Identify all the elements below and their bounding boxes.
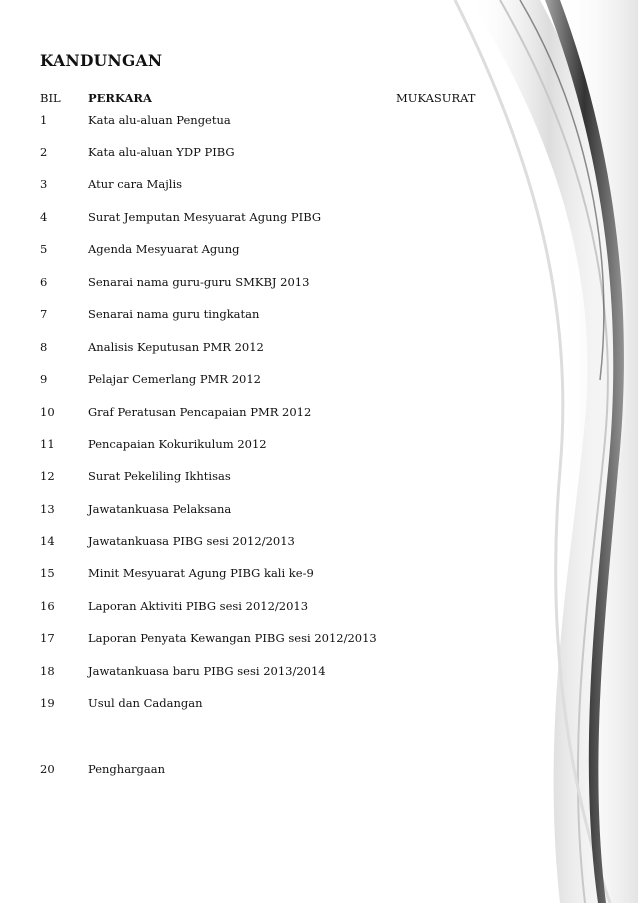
table-row	[0, 210, 638, 226]
row-item: Senarai nama guru tingkatan	[88, 307, 260, 321]
row-number: 10	[40, 405, 55, 419]
row-item: Minit Mesyuarat Agung PIBG kali ke-9	[88, 566, 314, 580]
table-row	[0, 631, 638, 647]
table-row	[0, 340, 638, 356]
row-number: 4	[40, 210, 48, 224]
table-row	[0, 664, 638, 680]
table-row	[0, 113, 638, 129]
table-row	[0, 145, 638, 161]
row-number: 7	[40, 307, 48, 321]
row-item: Surat Jemputan Mesyuarat Agung PIBG	[88, 210, 322, 224]
row-number: 13	[40, 502, 55, 516]
header-perkara: PERKARA	[88, 91, 152, 105]
row-number: 2	[40, 145, 48, 159]
header-mukasurat: MUKASURAT	[396, 91, 476, 105]
table-row	[0, 534, 638, 550]
row-item: Analisis Keputusan PMR 2012	[88, 340, 264, 354]
table-row	[0, 307, 638, 323]
row-item: Pelajar Cemerlang PMR 2012	[88, 372, 261, 386]
row-number: 15	[40, 566, 55, 580]
row-item: Penghargaan	[88, 762, 166, 776]
table-row	[0, 469, 638, 485]
table-row	[0, 177, 638, 193]
table-row	[0, 437, 638, 453]
row-number: 19	[40, 696, 55, 710]
row-item: Kata alu-aluan YDP PIBG	[88, 145, 235, 159]
row-item: Pencapaian Kokurikulum 2012	[88, 437, 267, 451]
table-row	[0, 372, 638, 388]
table-row	[0, 762, 638, 778]
row-number: 16	[40, 599, 55, 613]
row-number: 14	[40, 534, 55, 548]
header-bil: BIL	[40, 91, 61, 105]
row-item: Graf Peratusan Pencapaian PMR 2012	[88, 405, 312, 419]
table-row	[0, 405, 638, 421]
row-number: 5	[40, 242, 48, 256]
table-row	[0, 696, 638, 712]
row-number: 20	[40, 762, 55, 776]
row-item: Agenda Mesyuarat Agung	[88, 242, 240, 256]
page-title: KANDUNGAN	[40, 51, 163, 70]
table-row	[0, 502, 638, 518]
table-row	[0, 566, 638, 582]
table-row	[0, 275, 638, 291]
row-number: 12	[40, 469, 55, 483]
row-item: Atur cara Majlis	[88, 177, 183, 191]
table-header	[0, 91, 638, 107]
row-item: Laporan Aktiviti PIBG sesi 2012/2013	[88, 599, 309, 613]
row-item: Laporan Penyata Kewangan PIBG sesi 2012/2013	[88, 631, 377, 645]
row-item: Surat Pekeliling Ikhtisas	[88, 469, 231, 483]
row-number: 8	[40, 340, 48, 354]
row-number: 3	[40, 177, 48, 191]
row-number: 18	[40, 664, 55, 678]
row-item: Jawatankuasa baru PIBG sesi 2013/2014	[88, 664, 326, 678]
row-item: Jawatankuasa PIBG sesi 2012/2013	[88, 534, 295, 548]
table-row	[0, 242, 638, 258]
row-number: 6	[40, 275, 48, 289]
row-number: 11	[40, 437, 55, 451]
row-number: 1	[40, 113, 48, 127]
row-number: 17	[40, 631, 55, 645]
row-number: 9	[40, 372, 48, 386]
row-item: Kata alu-aluan Pengetua	[88, 113, 231, 127]
row-item: Jawatankuasa Pelaksana	[88, 502, 232, 516]
row-item: Usul dan Cadangan	[88, 696, 203, 710]
row-item: Senarai nama guru-guru SMKBJ 2013	[88, 275, 310, 289]
table-row	[0, 599, 638, 615]
